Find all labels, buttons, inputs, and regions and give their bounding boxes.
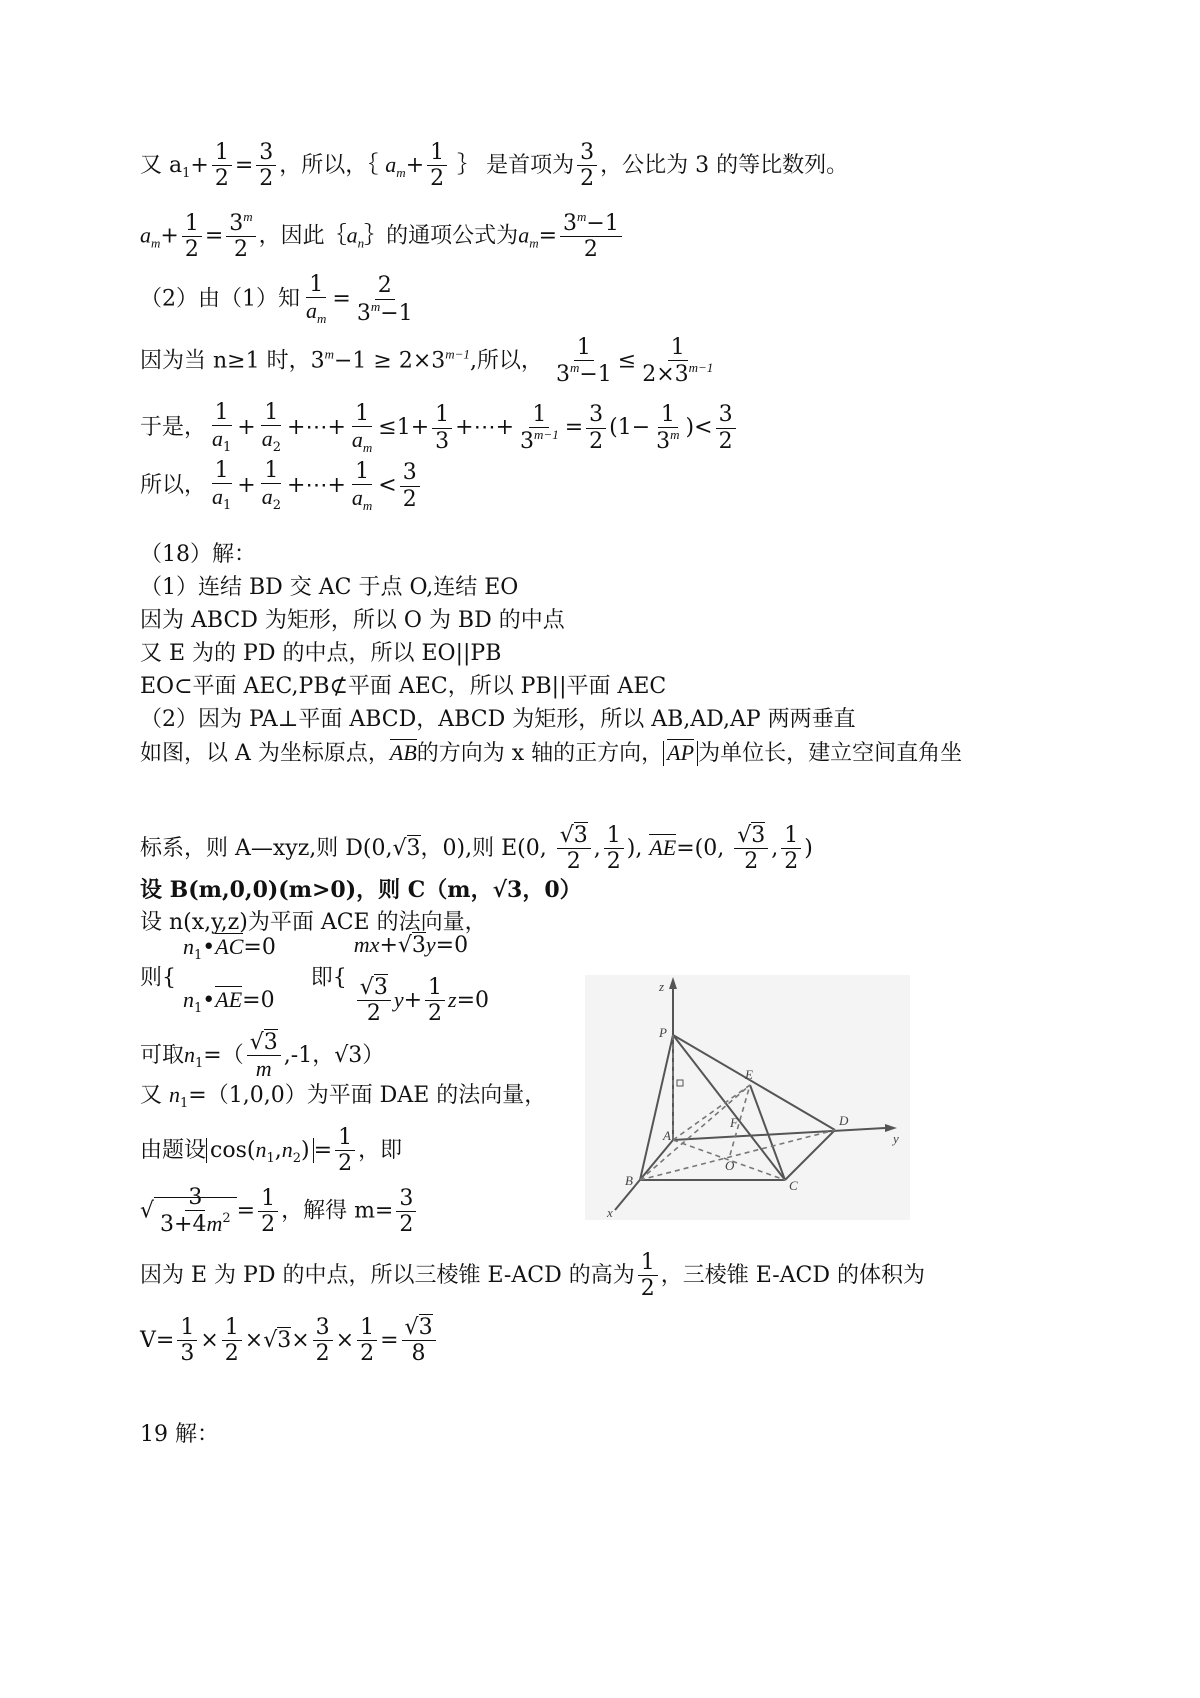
line-2: $a_m+$ $\frac{1}{2}$ = $\frac{3^m}{2}$ ，因此$\{a_n\}$的通项公式为$a_m=$ $\frac{3^m-1}{2}$ [140, 210, 625, 263]
text-seg: 标系，则 A—xyz,则 D(0, [140, 835, 393, 861]
section-18-step2: 因为 ABCD 为矩形，所以 O 为 BD 的中点 [140, 608, 565, 633]
figure-background [585, 975, 910, 1220]
text-seg: 由题设 [140, 1137, 207, 1163]
text-seg: ，解得 m= [281, 1198, 394, 1224]
text-seg: 因为 E 为 PD 的中点，所以三棱锥 E-ACD 的高为 [140, 1262, 635, 1288]
text-seg: 因为当 n≥1 时， [140, 348, 311, 374]
text-seg: 可取 [140, 1042, 185, 1068]
text-seg: ，即 [358, 1137, 403, 1163]
text-seg: 于是， [140, 415, 207, 441]
text-seg: ，0),则 E(0, [420, 835, 547, 861]
label-x: x [607, 1205, 613, 1220]
section-18-step6: 如图，以 A 为坐标原点，AB的方向为 x 轴的正方向， AP 为单位长，建立空间直角坐 [140, 740, 963, 766]
section-18-step7: 标系，则 A—xyz,则 D(0,√3，0),则 E(0, $\frac{√3}{2}$ , $\frac{1}{2}$ ), AE=(0, $\frac{√3}{2}$ , $\frac{1}{2}$ ) [140, 823, 813, 875]
section-18-step13: 由题设 $\cos(n_1,n_2)$ = $\frac{1}{2}$ ，即 [140, 1125, 403, 1177]
section-18-step8: 设 B(m,0,0)(m>0)，则 C（m，√3，0） [140, 877, 582, 903]
text-seg: 如图，以 A 为坐标原点， [140, 741, 390, 766]
text-seg: ｝ 是首项为 [457, 152, 575, 178]
label-b: B [625, 1173, 633, 1188]
text-seg: ，三棱锥 E-ACD 的体积为 [660, 1262, 925, 1288]
label-p: P [659, 1025, 667, 1040]
section-18-step12: 又 $n_1=(1,0,0)$为平面 DAE 的法向量， [140, 1082, 547, 1111]
text-seg: V= [140, 1327, 175, 1353]
text-seg: 为单位长，建立空间直角坐 [698, 741, 963, 766]
pyramid-figure [585, 975, 910, 1220]
line-3: （2）由（1）知 $\frac{1}{a_m}$ = $\frac{2}{3^m-1}$ [140, 272, 413, 327]
text-seg: 的方向为 x 轴的正方向， [416, 741, 664, 766]
text-seg: ,-1，√3） [283, 1042, 385, 1068]
section-18-step15: 因为 E 为 PD 的中点，所以三棱锥 E-ACD 的高为 $\frac{1}{2}$ ，三棱锥 E-ACD 的体积为 [140, 1250, 925, 1302]
section-18-step11: 可取$n_1=$（ $\frac{√3}{m}$ ,-1，√3） [140, 1030, 385, 1082]
text-seg: ｝的通项公式为 [364, 223, 519, 249]
text-seg: ，因此｛ [258, 223, 347, 249]
label-e: E [745, 1067, 753, 1082]
label-z: z [659, 979, 665, 994]
section-18-step5: （2）因为 PA⊥平面 ABCD，ABCD 为矩形，所以 AB,AD,AP 两两垂直 [140, 707, 856, 732]
text-seg: 即{ [310, 965, 347, 991]
text-seg: 又 a [140, 152, 183, 178]
line-4: 因为当 n≥1 时，$3^m-1 \ge 2\times 3^{m-1}$,所以， $\frac{1}{3^m-1}$ ≤ $\frac{1}{2\times 3^{m-1}}$ [140, 335, 714, 388]
text-seg: ), [626, 835, 643, 861]
text-seg: 则{ [140, 965, 176, 991]
section-18-step9: 设 n(x,y,z)为平面 ACE 的法向量， [140, 910, 487, 935]
text-seg: （2）由（1）知 [140, 286, 300, 312]
line-5: 于是， $\frac{1}{a_1}$ + $\frac{1}{a_2}$ +⋯+ $\frac{1}{a_m}$ ≤1+ $\frac{1}{3}$ +⋯+ $\frac{1}{3^{m-1}}$ = $\frac{3}{2}$ (1− $\frac{1}{3^m}$ )< $\frac{3}{2}$ [140, 400, 739, 456]
text-seg: ，所以，｛ [279, 152, 379, 178]
text-seg: =（1,0,0）为平面 DAE 的法向量， [188, 1083, 547, 1108]
section-18-heading: （18）解： [140, 542, 256, 567]
section-18-step3: 又 E 为的 PD 的中点，所以 EO||PB [140, 641, 502, 666]
label-o: O [725, 1158, 735, 1173]
label-f: F [730, 1115, 738, 1130]
label-c: C [789, 1178, 798, 1193]
section-18-step4: EO⊂平面 AEC,PB⊄平面 AEC，所以 PB||平面 AEC [140, 674, 667, 699]
section-18-step14: √ $\frac{3}{3+4m^2}$ = $\frac{1}{2}$ ，解得 m= $\frac{3}{2}$ [140, 1185, 419, 1238]
text-seg: ,所以， [469, 348, 543, 374]
section-18-step16: V= $\frac{1}{3}$ × $\frac{1}{2}$ ×√3× $\frac{3}{2}$ × $\frac{1}{2}$ = $\frac{√3}{8}$ [140, 1315, 439, 1367]
section-19-heading: 19 解： [140, 1422, 219, 1447]
text-seg: 所以， [140, 473, 207, 499]
text-seg: ，公比为 3 的等比数列。 [600, 152, 849, 178]
label-d: D [839, 1113, 849, 1128]
section-18-step1: （1）连结 BD 交 AC 于点 O,连结 EO [140, 575, 519, 600]
line-6: 所以， $\frac{1}{a_1}$ + $\frac{1}{a_2}$ +⋯+ $\frac{1}{a_m}$ < $\frac{3}{2}$ [140, 458, 423, 514]
section-18-step10: 则{ $n_1•AC=0$ $n_1•AE=0$ 即{ mx+√3y=0 $\frac{√3}{2}$ y+ $\frac{1}{2}$ z=0 [140, 932, 490, 1027]
label-y: y [893, 1131, 899, 1146]
line-1: 又 $a_1+$ $\frac{1}{2}$ = $\frac{3}{2}$ ，所以，｛ $a_m+$ $\frac{1}{2}$ ｝ 是首项为 $\frac{3}{2}$ ，公比为 3 的等比数列。 [140, 140, 849, 192]
label-a: A [663, 1128, 671, 1143]
